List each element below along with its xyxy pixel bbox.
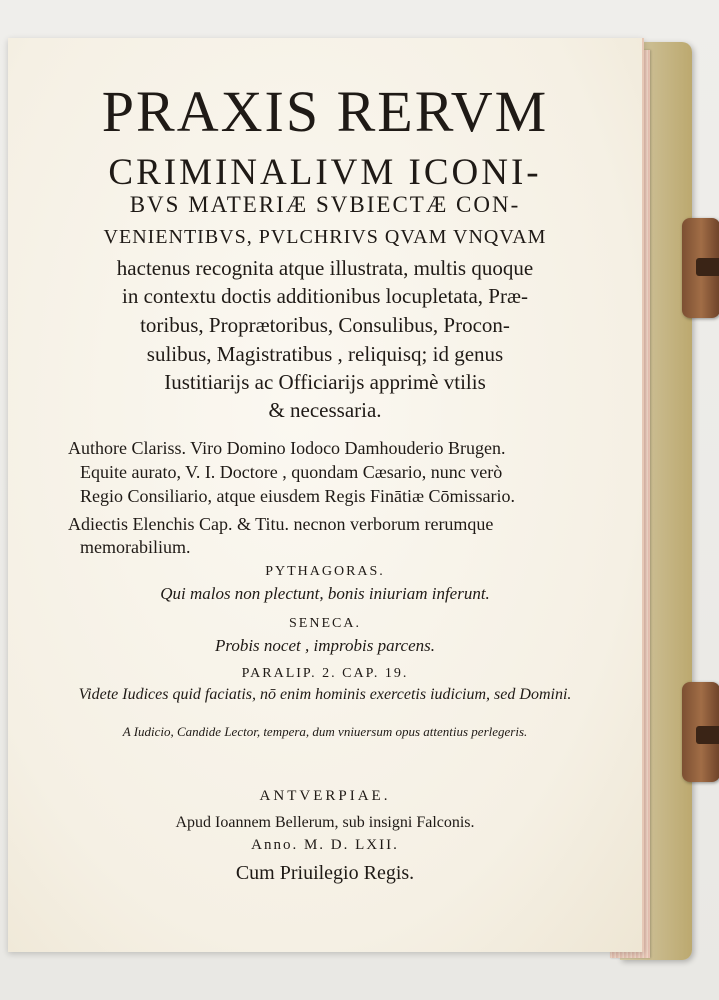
author-line: Authore Clariss. Viro Domino Iodoco Damhouderio Brugen. bbox=[68, 438, 506, 458]
imprint-city: ANTVERPIAE. bbox=[259, 788, 391, 804]
addition-line: memorabilium. bbox=[80, 537, 191, 557]
imprint-privilege: Cum Priuilegio Regis. bbox=[235, 862, 415, 884]
body-line: & necessaria. bbox=[268, 398, 382, 422]
title-page-text bbox=[8, 38, 642, 952]
quote-text: Probis nocet , improbis parcens. bbox=[214, 636, 436, 655]
imprint-printer: Apud Ioannem Bellerum, sub insigni Falconis. bbox=[175, 814, 475, 831]
body-line: hactenus recognita atque illustrata, multis quoque bbox=[116, 256, 534, 280]
title-page bbox=[8, 38, 644, 952]
quote-text: Videte Iudices quid faciatis, nō enim hominis exercetis iudicium, sed Domini. bbox=[78, 686, 572, 703]
clasp-top bbox=[682, 218, 719, 318]
title-line-3: BVS MATERIÆ SVBIECTÆ CON- bbox=[129, 192, 521, 217]
title-line-2: CRIMINALIVM ICONI- bbox=[108, 152, 542, 193]
title-line-4: VENIENTIBVS, PVLCHRIVS QVAM VNQVAM bbox=[103, 226, 547, 248]
clasp-bottom bbox=[682, 682, 719, 782]
quote-source: PARALIP. 2. CAP. 19. bbox=[241, 666, 409, 681]
author-line: Equite aurato, V. I. Doctore , quondam Cæsario, nunc verò bbox=[80, 462, 503, 482]
clasp-pin-bottom bbox=[696, 726, 719, 744]
reader-note: A Iudicio, Candide Lector, tempera, dum vniuersum opus attentius perlegeris. bbox=[122, 724, 528, 739]
quote-source: SENECA. bbox=[289, 616, 361, 631]
clasp-pin-top bbox=[696, 258, 719, 276]
title-line-1: PRAXIS RERVM bbox=[101, 79, 549, 144]
addition-line: Adiectis Elenchis Cap. & Titu. necnon verborum rerumque bbox=[68, 514, 494, 534]
body-line: sulibus, Magistratibus , reliquisq; id genus bbox=[146, 342, 504, 366]
quote-text: Qui malos non plectunt, bonis iniuriam inferunt. bbox=[160, 584, 490, 603]
body-line: Iustitiarijs ac Officiarijs apprimè vtilis bbox=[164, 370, 486, 394]
body-line: in contextu doctis additionibus locupletata, Præ- bbox=[122, 284, 528, 308]
body-line: toribus, Proprætoribus, Consulibus, Procon- bbox=[140, 313, 510, 337]
author-line: Regio Consiliario, atque eiusdem Regis Finātiæ Cōmissario. bbox=[80, 486, 515, 506]
quote-source: PYTHAGORAS. bbox=[265, 564, 385, 579]
imprint-year: Anno. M. D. LXII. bbox=[251, 837, 399, 853]
